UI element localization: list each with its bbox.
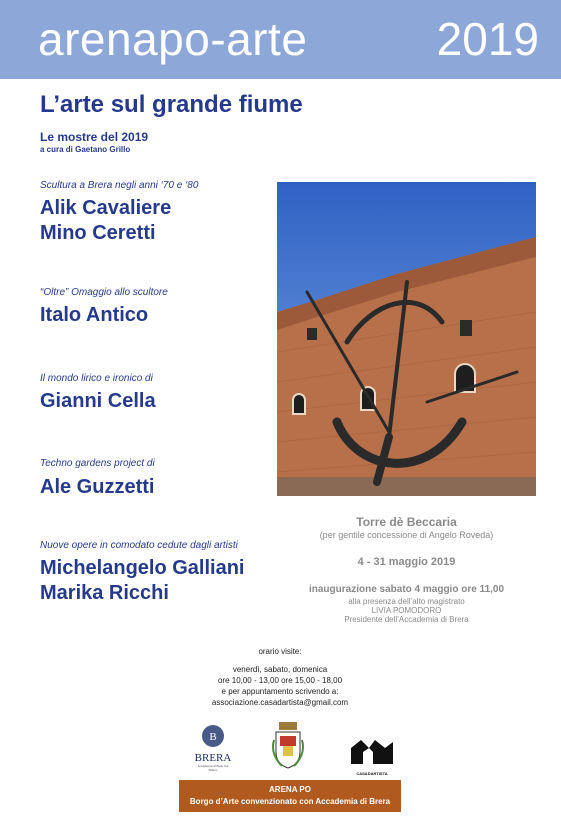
section-intro: Techno gardens project di <box>40 458 155 469</box>
poster-year: 2019 <box>436 13 539 65</box>
footer-bar <box>179 780 401 812</box>
hours-appointment: e per appuntamento scrivendo a: <box>221 687 339 696</box>
section-intro: Scultura a Brera negli anni ‘70 e ‘80 <box>40 180 199 191</box>
section-intro: “Oltre” Omaggio allo scultore <box>40 287 168 298</box>
hours-days: venerdì, sabato, domenica <box>232 665 328 674</box>
artist-name: Marika Ricchi <box>40 582 169 604</box>
brera-logo-city: Milano <box>208 768 218 772</box>
exhibitions-heading: Le mostre del 2019 <box>40 130 149 144</box>
presence-line: alla presenza dell’alto magistrato <box>348 597 465 606</box>
artist-name: Italo Antico <box>40 304 149 326</box>
hours-times: ore 10,00 - 13,00 ore 15,00 - 18,00 <box>217 676 343 685</box>
contact-email[interactable]: associazione.casadartista@gmail.com <box>211 698 349 707</box>
artist-name: Gianni Cella <box>40 390 156 412</box>
curator-line: a cura di Gaetano Grillo <box>40 145 131 154</box>
venue-credit: (per gentile concessione di Angelo Roveda) <box>319 530 494 540</box>
section-intro: Il mondo lirico e ironico di <box>40 373 153 384</box>
opening-info: inaugurazione sabato 4 maggio ore 11,00 <box>308 584 505 595</box>
poster-title: arenapo-arte <box>38 13 308 65</box>
guest-role: Presidente dell’Accademia di Brera <box>344 615 469 624</box>
poster-subtitle: L’arte sul grande fiume <box>40 91 303 118</box>
hours-title: orario visite: <box>258 647 302 656</box>
brera-logo-text: BRERA <box>194 752 232 764</box>
artist-name: Alik Cavaliere <box>40 197 172 219</box>
header-banner <box>0 0 561 79</box>
svg-text:B: B <box>209 731 217 743</box>
sculpture-photo <box>277 182 536 496</box>
brera-logo <box>188 724 238 772</box>
brera-logo-subtext: Accademia di Belle Arti <box>197 764 229 768</box>
artist-name: Michelangelo Galliani <box>40 557 245 579</box>
house-icon <box>349 738 395 766</box>
footer-title: ARENA PO <box>269 785 311 794</box>
casadartista-text: CASADARTISTA <box>356 771 388 776</box>
footer-subtitle: Borgo d’Arte convenzionato con Accademia di Brera <box>189 797 391 806</box>
municipal-crest-icon <box>270 720 306 772</box>
section-intro: Nuove opere in comodato cedute dagli artisti <box>40 540 238 551</box>
venue-name: Torre dè Beccaria <box>356 515 457 529</box>
artist-name: Ale Guzzetti <box>40 476 155 498</box>
exhibition-dates: 4 - 31 maggio 2019 <box>357 556 456 568</box>
brera-emblem-icon <box>201 724 225 748</box>
guest-name: LIVIA POMODORO <box>371 606 442 615</box>
artist-name: Mino Ceretti <box>40 222 156 244</box>
casadartista-logo <box>348 738 396 776</box>
